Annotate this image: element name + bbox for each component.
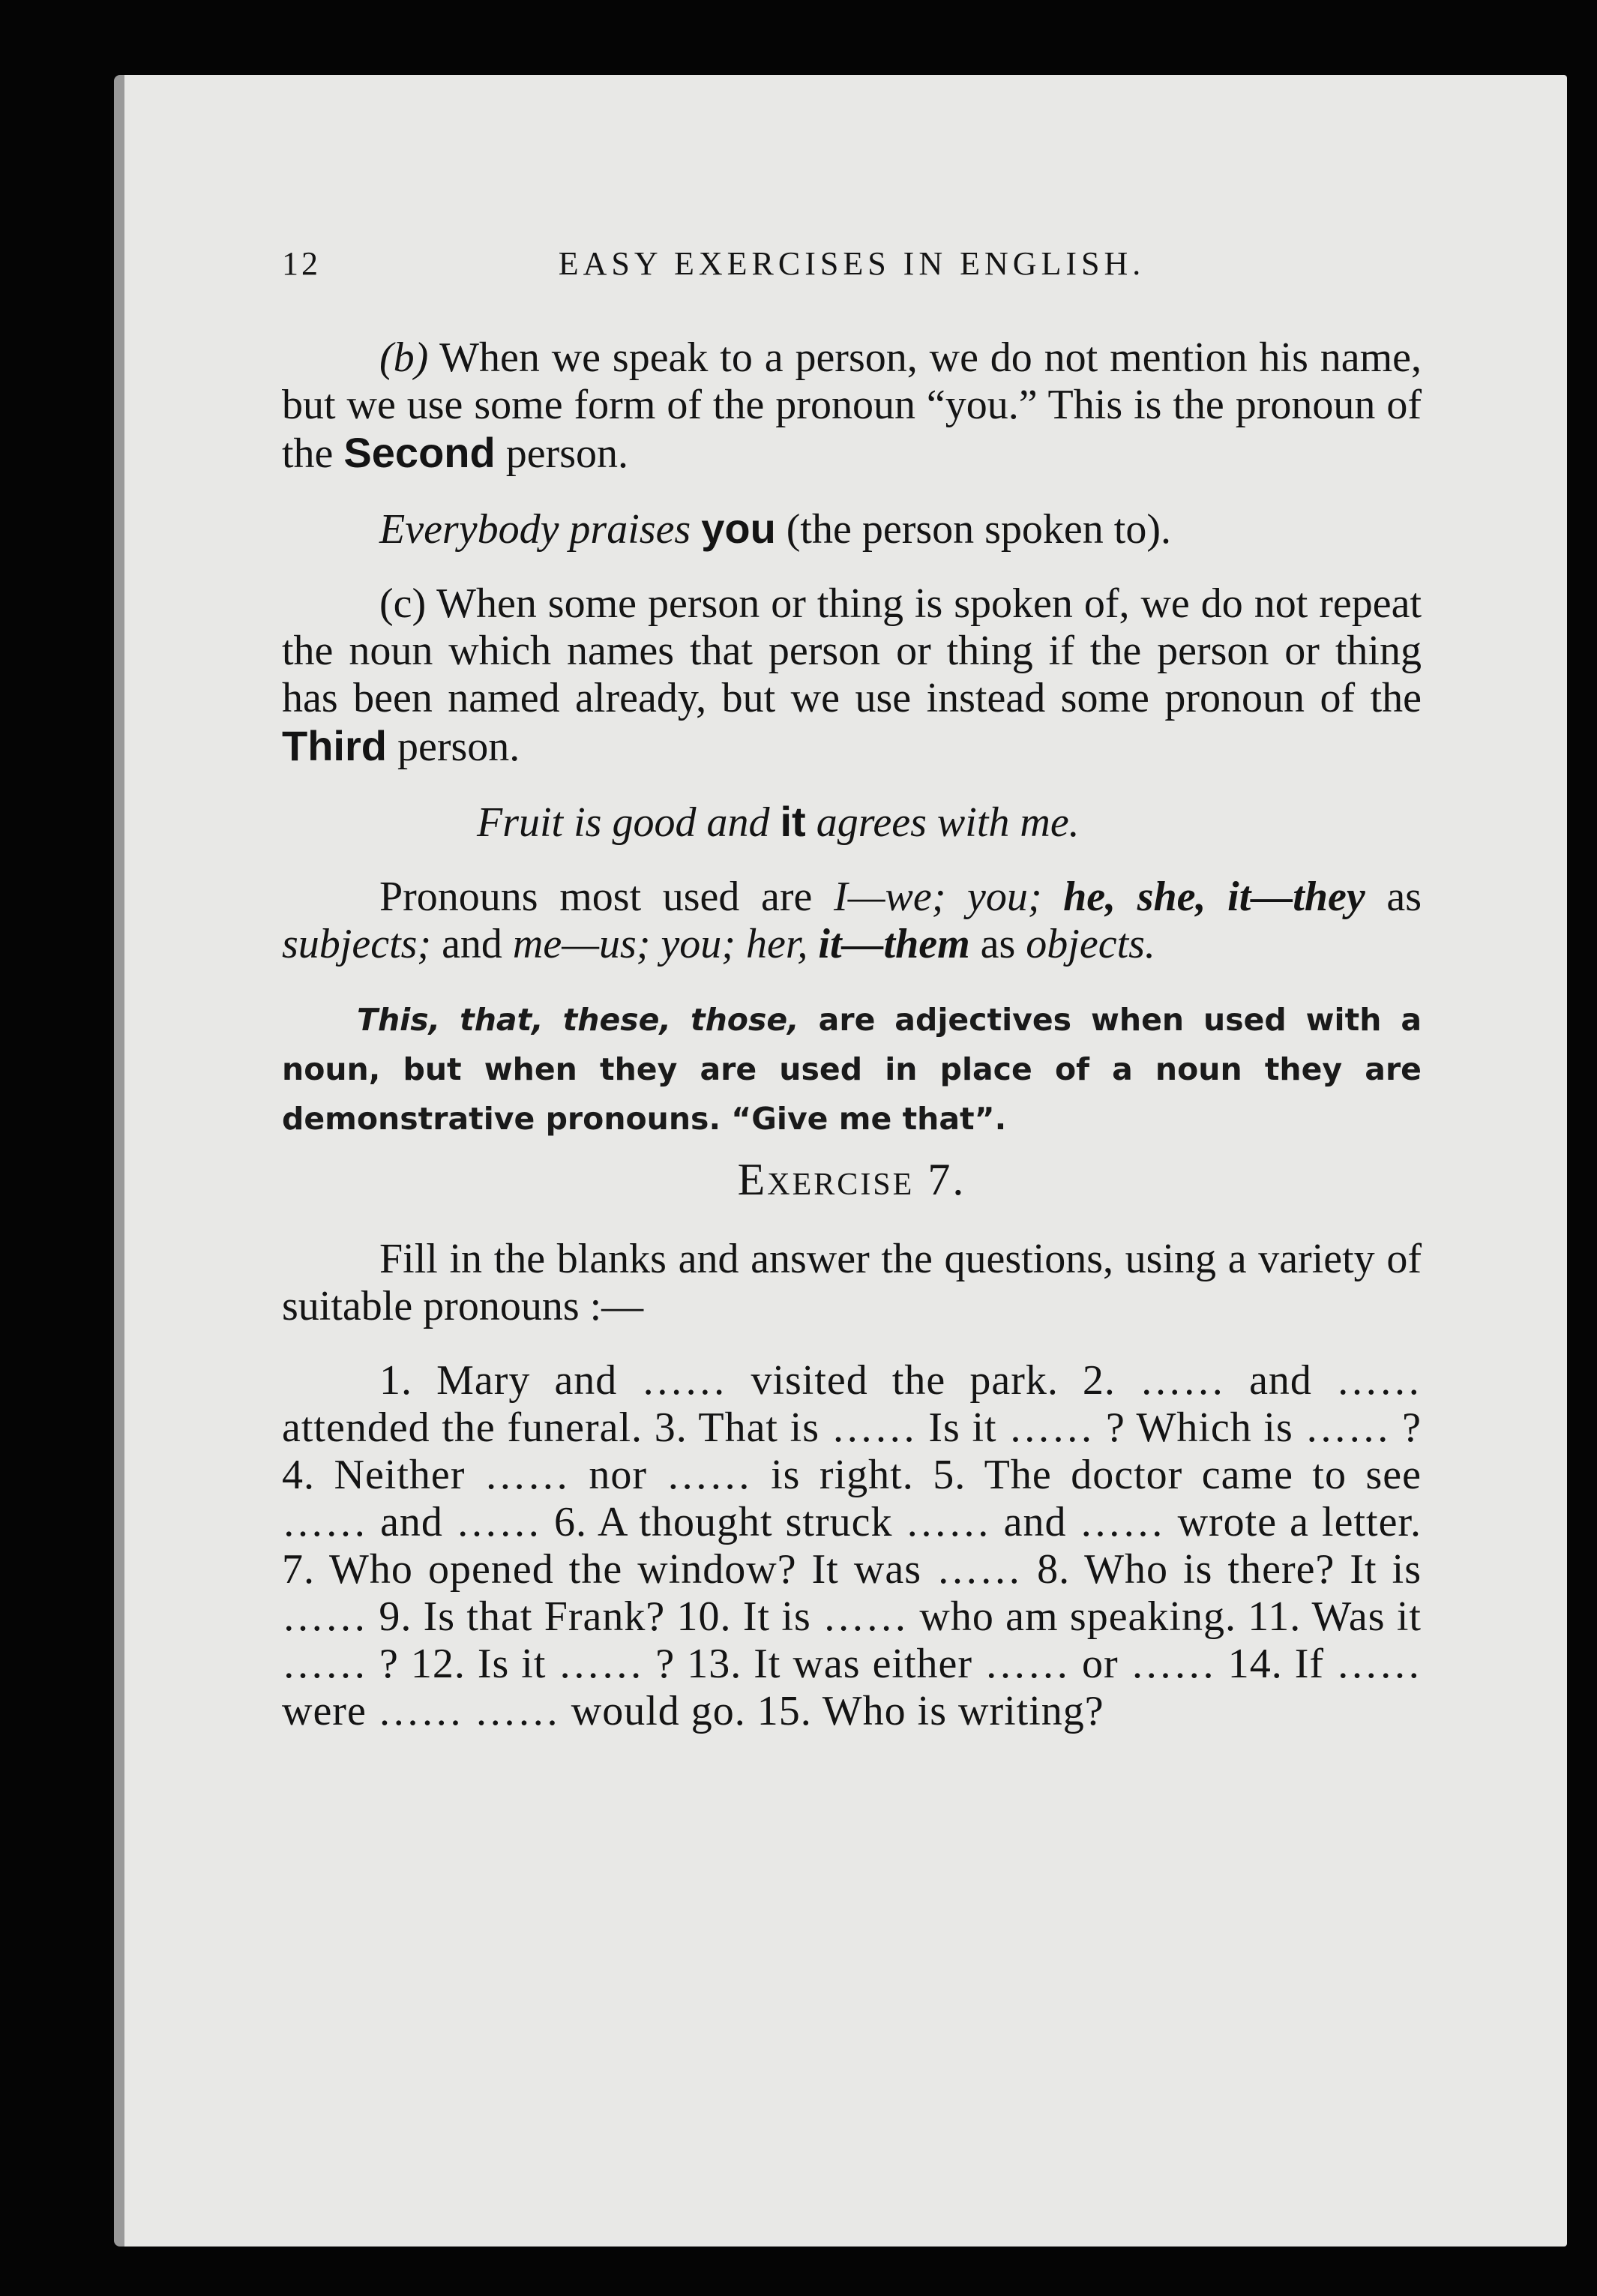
example-b (282, 505, 1422, 553)
example-c-pronoun: it (780, 798, 806, 845)
pronouns-italic-1: I—we; you; (834, 874, 1042, 920)
third-person-term: Third (282, 722, 387, 769)
page-header (282, 244, 1422, 334)
paragraph-c-text: When some person or thing is spoken of, we do not repeat the noun which names that person or thing if the person or thing has been named already, but we use instead some pronoun of the (282, 580, 1422, 721)
second-person-term: Second (343, 429, 496, 476)
paragraph-c-label: (c) (379, 580, 427, 627)
example-c-italic-end: agrees with me. (805, 799, 1080, 846)
pronouns-italic-4: objects. (1026, 921, 1155, 967)
page-number: 12 (282, 245, 321, 282)
exercise-items: 1. Mary and …… visited the park. 2. …… and …… attended the funeral. 3. That is …… Is it …… ? Which is …… ? 4. Neither …… nor …… is right. 5. The doctor came to see …… and …… 6. A thought struck …… and …… wrote a letter. 7. Who opened the window? It was …… 8. Who is there? It is …… 9. Is that Frank? 10. It is …… who am speaking. 11. Was it …… ? 12. Is it …… ? 13. It was either …… or …… 14. If …… were …… …… would go. 15. Who is writing? (282, 1357, 1422, 1734)
example-c-italic-start: Fruit is good and (477, 799, 781, 846)
demonstrative-note (282, 995, 1422, 1144)
pronouns-italic-3: me—us; you; her, (512, 921, 808, 967)
paragraph-b (282, 334, 1422, 478)
paragraph-b-end: person. (495, 430, 628, 477)
paragraph-b-label: (b) (379, 334, 429, 381)
pronouns-bold-2: it—them (807, 921, 970, 967)
example-b-rest: (the person spoken to). (775, 506, 1171, 553)
pronouns-text-4: as (969, 921, 1026, 967)
pronouns-bold-1: he, she, it—they (1041, 874, 1365, 920)
paragraph-c (282, 580, 1422, 771)
page-content (282, 244, 1422, 1735)
pronouns-italic-2: subjects; (282, 921, 432, 967)
example-c (282, 798, 1422, 847)
paragraph-pronouns (282, 874, 1422, 968)
pronouns-text-3: and (431, 921, 513, 967)
note-text: are adjectives when used with a noun, but when they are used in place of a noun they are demonstrative pronouns. “Give me that”. (282, 1002, 1422, 1137)
book-page (114, 75, 1567, 2247)
paragraph-b-text: When we speak to a person, we do not mention his name, but we use some form of the pronoun “you.” This is the pronoun of the (282, 334, 1422, 477)
pronouns-text-1: Pronouns most used are (379, 874, 834, 920)
note-italic-words: This, that, these, those, (357, 1002, 799, 1038)
exercise-heading: Exercise 7. (737, 1155, 966, 1204)
example-b-italic: Everybody praises (379, 506, 691, 553)
example-b-pronoun: you (701, 505, 776, 552)
exercise-instruction: Fill in the blanks and answer the questions, using a variety of suitable pronouns :— (282, 1236, 1422, 1329)
pronouns-text-2: as (1365, 874, 1422, 920)
paragraph-c-end: person. (386, 724, 520, 770)
running-title: EASY EXERCISES IN ENGLISH. (558, 245, 1146, 282)
